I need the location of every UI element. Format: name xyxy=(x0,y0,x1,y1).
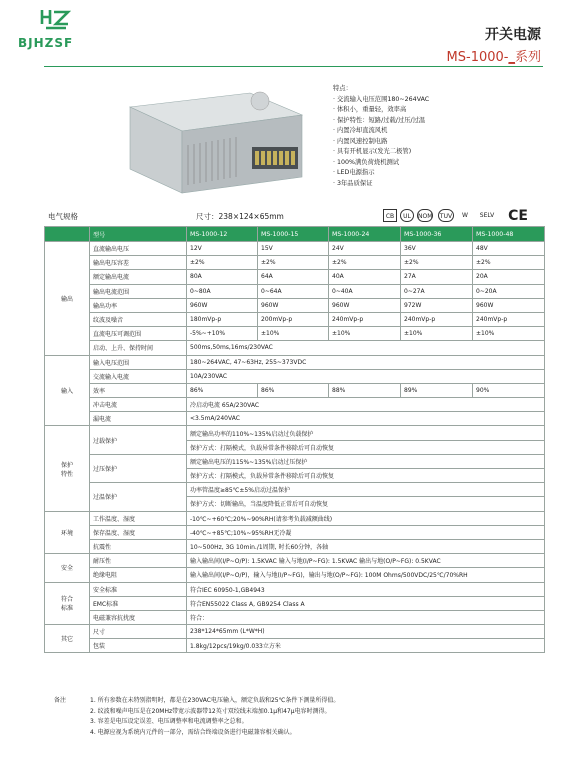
row-label-cell: 启动、上升、保持时间 xyxy=(90,341,187,355)
w-mark-icon: W xyxy=(462,212,468,219)
table-row xyxy=(45,369,545,383)
note-item: 1. 所有参数在未特别指明时，都是在230VAC电压输入，额定负载和25℃条件下测量所得值。 xyxy=(90,697,340,704)
value-cell: ±10% xyxy=(258,327,329,341)
feature-item: · 保护特性：短路/过载/过压/过温 xyxy=(333,116,426,124)
span-value-cell: -10℃~+60℃;20%~90%RH(请参考负载减额曲线) xyxy=(187,511,545,525)
group-label-cell: 输出 xyxy=(45,242,90,356)
value-cell: 960W xyxy=(187,298,258,312)
value-cell: ±10% xyxy=(401,327,473,341)
value-cell: 0~20A xyxy=(473,284,545,298)
span-value-cell: 保护方式：打隔模式，负载异常条件移除后可自动恢复 xyxy=(187,469,545,483)
group-label-cell: 输入 xyxy=(45,355,90,426)
value-cell: 64A xyxy=(258,270,329,284)
feature-heading: 特点： xyxy=(333,85,352,92)
feature-list xyxy=(333,84,429,189)
header-model-cell: MS-1000-15 xyxy=(258,227,329,242)
feature-item: · 体积小，重量轻，效率高 xyxy=(333,106,407,113)
table-row xyxy=(45,398,545,412)
span-value-cell: 符合EN55022 Class A, GB9254 Class A xyxy=(187,596,545,610)
brand-logo xyxy=(12,8,102,56)
header-model-cell: MS-1000-12 xyxy=(187,227,258,242)
value-cell: 240mVp-p xyxy=(473,312,545,326)
table-row xyxy=(45,568,545,582)
table-header-row xyxy=(45,227,545,242)
header-model-cell: MS-1000-48 xyxy=(473,227,545,242)
cb-icon: CB xyxy=(383,209,397,222)
header-divider xyxy=(44,66,543,67)
tuv-icon: TUV xyxy=(438,209,454,222)
row-label-cell: 耐压性 xyxy=(90,554,187,568)
table-row xyxy=(45,539,545,553)
span-value-cell: 额定输出电压的115%~135%启动过压保护 xyxy=(187,454,545,468)
value-cell: 972W xyxy=(401,298,473,312)
table-row xyxy=(45,412,545,426)
feature-item: · 内置冷却直流风机 xyxy=(333,127,388,134)
group-label-cell: 环境 xyxy=(45,511,90,554)
table-row xyxy=(45,256,545,270)
row-label-cell: 保存温度、湿度 xyxy=(90,525,187,539)
row-label-cell: 输出电压容差 xyxy=(90,256,187,270)
value-cell: 20A xyxy=(473,270,545,284)
value-cell: 15V xyxy=(258,242,329,256)
notes-list xyxy=(90,696,339,738)
ce-icon: CE xyxy=(508,208,528,224)
row-label-cell: EMC标准 xyxy=(90,596,187,610)
value-cell: 0~64A xyxy=(258,284,329,298)
table-row xyxy=(45,355,545,369)
table-row xyxy=(45,625,545,639)
value-cell: 27A xyxy=(401,270,473,284)
span-value-cell: 输入输出间(I/P~O/P): 1.5KVAC 输入与地(I/P~FG): 1.5KVAC 输出与地(O/P~FG): 0.5KVAC xyxy=(187,554,545,568)
value-cell: 88% xyxy=(329,383,401,397)
series-title xyxy=(447,46,541,65)
feature-item: · 3年品质保证 xyxy=(333,179,373,187)
feature-item: · LED电源指示 xyxy=(333,169,375,176)
note-item: 2. 纹波和噪声电压是在20MHz带宽示波器带12英寸双绞线末端加0.1μ和47μ电容时测得。 xyxy=(90,707,331,715)
group-label-cell: 安全 xyxy=(45,554,90,582)
ul-icon: UL xyxy=(400,209,414,222)
row-label-cell: 电磁兼容抗扰度 xyxy=(90,610,187,624)
row-label-cell: 过压保护 xyxy=(90,454,187,482)
dimensions-text: 尺寸：238×124×65mm xyxy=(196,212,284,221)
value-cell: ±2% xyxy=(329,256,401,270)
table-row xyxy=(45,298,545,312)
row-label-cell: 漏电流 xyxy=(90,412,187,426)
row-label-cell: 包装 xyxy=(90,639,187,653)
span-value-cell: 功率管温度≥85℃±5%启动过温保护 xyxy=(187,483,545,497)
span-value-cell: -40℃~+85℃;10%~95%RH无冷凝 xyxy=(187,525,545,539)
table-row xyxy=(45,610,545,624)
table-row xyxy=(45,341,545,355)
value-cell: ±2% xyxy=(401,256,473,270)
span-value-cell: 10~500Hz, 3G 10min./1周期, 时长60分钟，各轴 xyxy=(187,539,545,553)
value-cell: 0~40A xyxy=(329,284,401,298)
page-title: 开关电源 xyxy=(485,27,541,43)
row-label-cell: 过载保护 xyxy=(90,426,187,454)
product-photo xyxy=(110,85,310,200)
span-value-cell: 输入输出间(I/P~O/P)，输入与地(I/P~FG)，输出与地(O/P~FG): 100M Ohms/500VDC/25℃/70%RH xyxy=(187,568,545,582)
group-label-cell: 符合 标准 xyxy=(45,582,90,625)
value-cell: ±10% xyxy=(329,327,401,341)
value-cell: 240mVp-p xyxy=(401,312,473,326)
note-item: 4. 电源应视为系统内元件的一部分，需结合终端设备进行电磁兼容相关确认。 xyxy=(90,728,296,736)
table-row xyxy=(45,270,545,284)
spec-table-body xyxy=(45,227,545,653)
table-row xyxy=(45,383,545,397)
span-value-cell: 500ms,50ms,16ms/230VAC xyxy=(187,341,545,355)
value-cell: ±2% xyxy=(473,256,545,270)
selv-icon: SELV xyxy=(479,212,495,219)
value-cell: 0~80A xyxy=(187,284,258,298)
row-label-cell: 效率 xyxy=(90,383,187,397)
value-cell: 240mVp-p xyxy=(329,312,401,326)
row-label-cell: 过温保护 xyxy=(90,483,187,511)
table-row xyxy=(45,525,545,539)
table-row xyxy=(45,511,545,525)
span-value-cell: 238*124*65mm (L*W*H) xyxy=(187,625,545,639)
header-model-cell: MS-1000-36 xyxy=(401,227,473,242)
table-row xyxy=(45,426,545,440)
table-row xyxy=(45,596,545,610)
span-value-cell: 符合IEC 60950-1,GB4943 xyxy=(187,582,545,596)
row-label-cell: 工作温度、湿度 xyxy=(90,511,187,525)
table-row xyxy=(45,312,545,326)
feature-item: · 100%满负荷烧机测试 xyxy=(333,158,400,166)
table-row xyxy=(45,454,545,468)
value-cell: 180mVp-p xyxy=(187,312,258,326)
row-label-cell: 额定输出电流 xyxy=(90,270,187,284)
group-label-cell: 其它 xyxy=(45,625,90,653)
series-suffix: 系列 xyxy=(514,50,541,65)
note-item: 3. 容差是电压设定误差、电压调整率和电流调整率之总和。 xyxy=(90,718,248,725)
table-row xyxy=(45,284,545,298)
span-value-cell: 符合： xyxy=(187,610,545,624)
span-value-cell: 10A/230VAC xyxy=(187,369,545,383)
feature-item: · 内置风速控制电路 xyxy=(333,137,388,145)
header-blank-cell xyxy=(45,227,90,242)
notes-label: 备注 xyxy=(54,697,67,704)
logo-text: BJHZSF xyxy=(18,36,74,50)
value-cell: 960W xyxy=(329,298,401,312)
header-model-cell: MS-1000-24 xyxy=(329,227,401,242)
spec-table xyxy=(44,226,545,653)
spec-header xyxy=(48,209,543,225)
value-cell: 80A xyxy=(187,270,258,284)
value-cell: 36V xyxy=(401,242,473,256)
row-label-cell: 绝缘电阻 xyxy=(90,568,187,582)
value-cell: 24V xyxy=(329,242,401,256)
header-model-label: 型号 xyxy=(90,227,187,242)
row-label-cell: 尺寸 xyxy=(90,625,187,639)
row-label-cell: 交流输入电流 xyxy=(90,369,187,383)
value-cell: ±2% xyxy=(187,256,258,270)
row-label-cell: 安全标准 xyxy=(90,582,187,596)
value-cell: 960W xyxy=(473,298,545,312)
value-cell: 48V xyxy=(473,242,545,256)
row-label-cell: 直流输出电压 xyxy=(90,242,187,256)
value-cell: 12V xyxy=(187,242,258,256)
logo-mark-icon xyxy=(38,8,74,36)
series-blank: _ xyxy=(508,50,515,65)
table-row xyxy=(45,639,545,653)
value-cell: 89% xyxy=(401,383,473,397)
row-label-cell: 输入电压范围 xyxy=(90,355,187,369)
value-cell: 90% xyxy=(473,383,545,397)
span-value-cell: 保护方式：切断输出，当温度降低正常后可自动恢复 xyxy=(187,497,545,511)
row-label-cell: 直流电压可调范围 xyxy=(90,327,187,341)
value-cell: 86% xyxy=(258,383,329,397)
nom-icon: NOM xyxy=(417,209,433,222)
row-label-cell: 纹波及噪音 xyxy=(90,312,187,326)
value-cell: 86% xyxy=(187,383,258,397)
row-label-cell: 冲击电流 xyxy=(90,398,187,412)
series-prefix: MS-1000- xyxy=(446,50,509,65)
table-row xyxy=(45,582,545,596)
row-label-cell: 抗震性 xyxy=(90,539,187,553)
row-label-cell: 输出功率 xyxy=(90,298,187,312)
value-cell: ±10% xyxy=(473,327,545,341)
table-row xyxy=(45,327,545,341)
span-value-cell: 冷启动电流 65A/230VAC xyxy=(187,398,545,412)
group-label-cell: 保护 特性 xyxy=(45,426,90,511)
value-cell: 200mVp-p xyxy=(258,312,329,326)
value-cell: 0~27A xyxy=(401,284,473,298)
value-cell: -5%~+10% xyxy=(187,327,258,341)
feature-item: · 具有开机显示(发光二极管) xyxy=(333,148,412,155)
table-row xyxy=(45,483,545,497)
span-value-cell: 180~264VAC, 47~63Hz, 255~373VDC xyxy=(187,355,545,369)
spec-label: 电气规格 xyxy=(48,212,78,221)
span-value-cell: <3.5mA/240VAC xyxy=(187,412,545,426)
value-cell: 960W xyxy=(258,298,329,312)
value-cell: ±2% xyxy=(258,256,329,270)
row-label-cell: 输出电流范围 xyxy=(90,284,187,298)
value-cell: 40A xyxy=(329,270,401,284)
table-row xyxy=(45,242,545,256)
span-value-cell: 额定输出功率的110%~135%启动过负载保护 xyxy=(187,426,545,440)
span-value-cell: 保护方式：打隔模式，负载异常条件移除后可自动恢复 xyxy=(187,440,545,454)
table-row xyxy=(45,554,545,568)
span-value-cell: 1.8kg/12pcs/19kg/0.033立方米 xyxy=(187,639,545,653)
notes xyxy=(54,696,340,738)
feature-item: · 交流输入电压范围180~264VAC xyxy=(333,95,430,103)
